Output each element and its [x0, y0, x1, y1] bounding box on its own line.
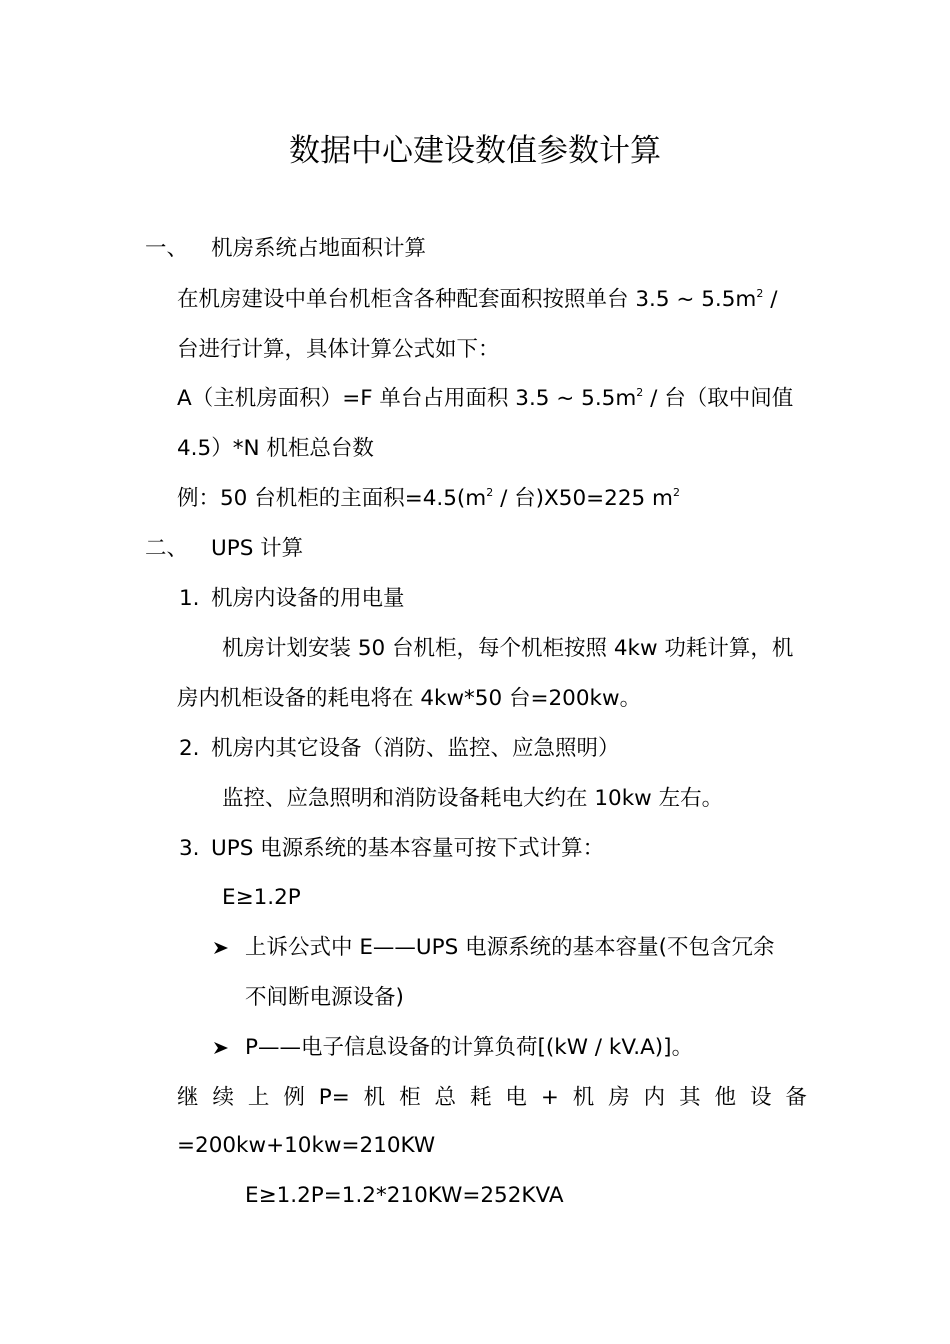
- section-1-paragraph-line-1: 在机房建设中单台机柜含各种配套面积按照单台 3.5 ~ $5.5m^2$ /: [177, 287, 778, 312]
- continue-word: 柜: [399, 1085, 421, 1110]
- section-1-marker: 一、: [145, 236, 189, 261]
- section-1-example: 例：50 台机柜的主面积$=4.5(m^2$ / 台)X50=225 $m^2$: [177, 486, 680, 511]
- item-3-number: 3.: [179, 836, 200, 861]
- continue-word: 耗: [469, 1085, 492, 1110]
- continue-word: 设: [749, 1085, 772, 1110]
- item-1-number: 1.: [179, 586, 200, 611]
- item-1-paragraph-line-1: 机房计划安装 50 台机柜，每个机柜按照 4kw 功耗计算，机: [222, 636, 794, 661]
- continue-word: 总: [434, 1085, 457, 1110]
- continue-word: P=: [318, 1085, 350, 1110]
- item-3-heading: UPS 电源系统的基本容量可按下式计算：: [211, 836, 605, 861]
- item-2-heading: 机房内其它设备（消防、监控、应急照明）: [211, 736, 620, 761]
- continue-word: 他: [714, 1085, 737, 1110]
- continue-word: 备: [785, 1085, 807, 1110]
- continue-word: +: [540, 1085, 559, 1110]
- section-1-formula-line-2: 4.5）*N 机柜总台数: [177, 436, 374, 461]
- continue-word: 机: [363, 1085, 386, 1110]
- formula-e-result: E≥1.2P=1.2*210KW=252KVA: [245, 1183, 564, 1208]
- continue-word: 电: [505, 1085, 527, 1110]
- continue-word: 其: [679, 1085, 701, 1110]
- continue-example-line-1: [177, 1083, 807, 1113]
- bullet-1-line-2: 不间断电源设备): [245, 985, 404, 1010]
- continue-word: 继: [177, 1085, 199, 1110]
- continue-word: 续: [212, 1085, 234, 1110]
- bullet-2: P——电子信息设备的计算负荷[(kW / kV.A)]。: [245, 1035, 694, 1060]
- section-2-marker: 二、: [145, 536, 189, 561]
- bullet-1-line-1: 上诉公式中 E——UPS 电源系统的基本容量(不包含冗余: [245, 935, 775, 960]
- item-1-heading: 机房内设备的用电量: [211, 586, 405, 611]
- continue-word: 机: [572, 1085, 595, 1110]
- arrowhead-bullet-icon: [213, 1033, 229, 1063]
- section-1-paragraph-line-2: 台进行计算，具体计算公式如下：: [177, 337, 500, 362]
- continue-word: 内: [643, 1085, 666, 1110]
- continue-word: 例: [283, 1085, 305, 1110]
- formula-e-ge-1-2p: E≥1.2P: [222, 885, 301, 910]
- section-2-heading: UPS 计算: [211, 536, 304, 561]
- item-2-paragraph: 监控、应急照明和消防设备耗电大约在 10kw 左右。: [222, 786, 724, 811]
- item-1-paragraph-line-2: 房内机柜设备的耗电将在 4kw*50 台=200kw。: [177, 686, 642, 711]
- continue-word: 上: [247, 1085, 270, 1110]
- arrowhead-bullet-icon: [213, 933, 229, 963]
- page-title: 数据中心建设数值参数计算: [289, 133, 661, 169]
- item-2-number: 2.: [179, 736, 200, 761]
- continue-word: 房: [608, 1085, 630, 1110]
- section-1-heading: 机房系统占地面积计算: [211, 236, 427, 261]
- section-1-formula-line-1: A（主机房面积）=F 单台占用面积 3.5 ~ $5.5m^2$ / 台（取中间值: [177, 386, 794, 411]
- continue-example-line-2: =200kw+10kw=210KW: [177, 1133, 436, 1158]
